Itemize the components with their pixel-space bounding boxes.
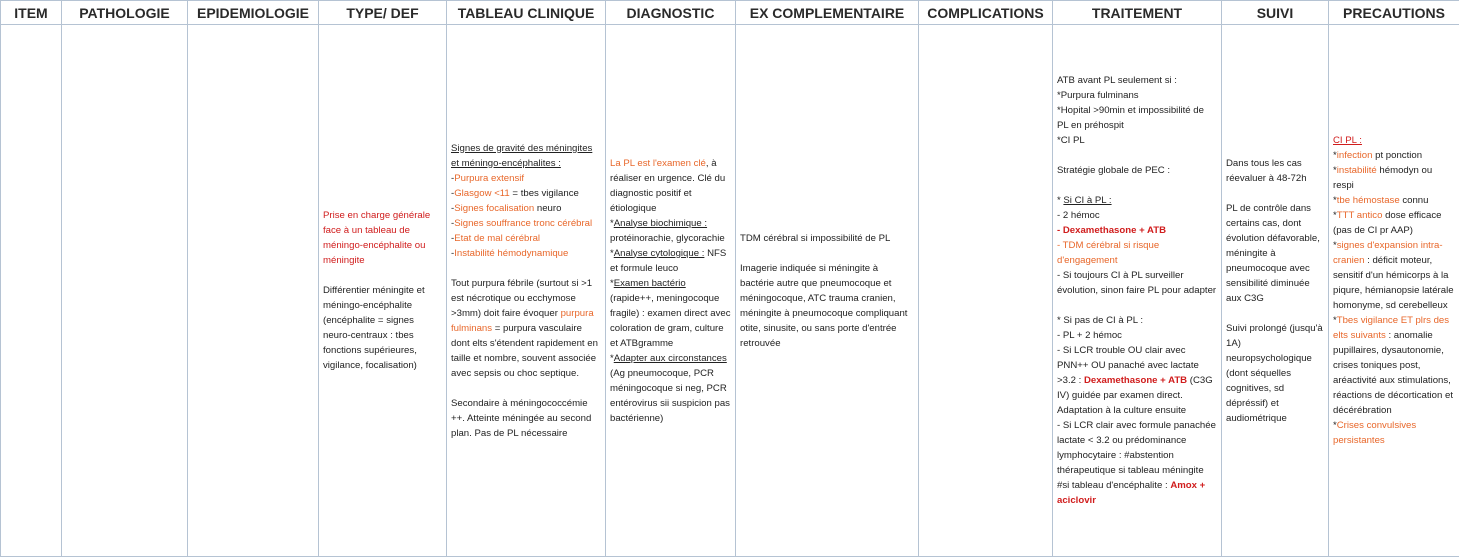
ci-dexa: - Dexamethasone + ATB: [1057, 223, 1217, 238]
suivi-pl-controle: PL de contrôle dans certains cas, dont évolution défavorable, méningite à pneumocoque avec sensibilité diminuée aux C3G: [1226, 201, 1324, 306]
cell-precautions: [1329, 25, 1459, 557]
atb-purpura: *Purpura fulminans: [1057, 88, 1217, 103]
prec-expansion: *signes d'expansion intra-cranien : déficit moteur, sensitif d'un hémicorps à la piqure, hémianopsie latérale homonyme, sd cerebelleux: [1333, 238, 1455, 313]
cell-type-def: [319, 25, 447, 557]
pl-paragraph: La PL est l'examen clé, à réaliser en urgence. Clé du diagnostic positif et étiologique: [610, 156, 731, 216]
type-def-text: Différentier méningite et méningo-encéphalite (encéphalite = signes neuro-centraux : tbes fonctions supérieures, vigilance, focalisation): [323, 283, 442, 373]
atb-ci-pl: *CI PL: [1057, 133, 1217, 148]
ci-pl-title: CI PL :: [1333, 133, 1455, 148]
prec-vigilance: *Tbes vigilance ET plrs des elts suivants : anomalie pupillaires, dysautonomie, crises toniques post, aréactivité aux stimulations, réactions de décortication et décérébration: [1333, 313, 1455, 418]
bact-text: (rapide++, meningocoque fragile) : examen direct avec coloration de gram, culture et ATBgramme: [610, 291, 731, 351]
imagerie-text: Imagerie indiquée si méningite à bactérie autre que pneumocoque et méningocoque, ATC trauma cranien, méningite à pneumocoque compliquant otite, sinusite, ou sans porte d'entrée retrouvée: [740, 261, 914, 351]
cell-tableau-clinique: [447, 25, 606, 557]
ci-title: * Si CI à PL :: [1057, 193, 1217, 208]
prec-antico: *TTT antico dose efficace (pas de CI pr AAP): [1333, 208, 1455, 238]
cell-diagnostic: [606, 25, 736, 557]
cell-item: [1, 25, 62, 557]
suivi-prolonge: Suivi prolongé (jusqu'à 1A) neuropsychologique (dont séquelles cognitives, sd dépréssif) et audiométrique: [1226, 321, 1324, 426]
cyto-line: *Analyse cytologique : NFS et formule leuco: [610, 246, 731, 276]
adapt-text: (Ag pneumocoque, PCR méningocoque si neg, PCR entérovirus sii suspicion pas bactérienne): [610, 366, 731, 426]
content-row: [1, 25, 1459, 557]
prec-instabilite: *instabilité hémodyn ou respi: [1333, 163, 1455, 193]
tdm-text: TDM cérébral si impossibilité de PL: [740, 231, 914, 246]
ci-hemoc: - 2 hémoc: [1057, 208, 1217, 223]
type-def-title: Prise en charge générale face à un tableau de méningo-encéphalite ou méningite: [323, 208, 442, 268]
header-diagnostic: DIAGNOSTIC: [606, 1, 736, 25]
atb-title: ATB avant PL seulement si :: [1057, 73, 1217, 88]
ci-tdm: - TDM cérébral si risque d'engagement: [1057, 238, 1217, 268]
sign-etat-mal: -Etat de mal cérébral: [451, 231, 601, 246]
header-epidemiologie: EPIDEMIOLOGIE: [188, 1, 319, 25]
header-item: ITEM: [1, 1, 62, 25]
adapt-line: *Adapter aux circonstances: [610, 351, 731, 366]
nci-lcr-trouble: - Si LCR trouble OU clair avec PNN++ OU panaché avec lactate >3.2 : Dexamethasone + ATB (C3G IV) guidée par examen direct. Adaptation à la culture ensuite: [1057, 343, 1217, 418]
sign-instabilite: -Instabilité hémodynamique: [451, 246, 601, 261]
header-traitement: TRAITEMENT: [1053, 1, 1222, 25]
bact-line: *Examen bactério: [610, 276, 731, 291]
gravity-title: Signes de gravité des méningites et méningo-encéphalites :: [451, 141, 601, 171]
prec-infection: *infection pt ponction: [1333, 148, 1455, 163]
header-pathologie: PATHOLOGIE: [62, 1, 188, 25]
cell-complications: [919, 25, 1053, 557]
suivi-reevaluer: Dans tous les cas réevaluer à 48-72h: [1226, 156, 1324, 186]
sign-purpura: -Purpura extensif: [451, 171, 601, 186]
cell-ex-complementaire: [736, 25, 919, 557]
purpura-paragraph: Tout purpura fébrile (surtout si >1 est nécrotique ou ecchymose >3mm) doit faire évoquer purpura fulminans = purpura vasculaire dont elts s'étendent rapidement en taille et nombre, souvent associée avec sepsis ou choc septique.: [451, 276, 601, 381]
strategy-title: Stratégie globale de PEC :: [1057, 163, 1217, 178]
bio-line: *Analyse biochimique :: [610, 216, 731, 231]
cell-epidemiologie: [188, 25, 319, 557]
sign-focalisation: -Signes focalisation neuro: [451, 201, 601, 216]
secondary-paragraph: Secondaire à méningococcémie ++. Atteinte méningée au second plan. Pas de PL nécessaire: [451, 396, 601, 441]
nci-lcr-clair: - Si LCR clair avec formule panachée lactate < 3.2 ou prédominance lymphocytaire : #abstention thérapeutique si tableau méningite #si tableau d'encéphalite : Amox + aciclovir: [1057, 418, 1217, 508]
nci-title: * Si pas de CI à PL :: [1057, 313, 1217, 328]
header-complications: COMPLICATIONS: [919, 1, 1053, 25]
prec-hemostase: *tbe hémostase connu: [1333, 193, 1455, 208]
cell-traitement: [1053, 25, 1222, 557]
sign-glasgow: -Glasgow <11 = tbes vigilance: [451, 186, 601, 201]
header-suivi: SUIVI: [1222, 1, 1329, 25]
bio-text: protéinorachie, glycorachie: [610, 231, 731, 246]
header-tableau-clinique: TABLEAU CLINIQUE: [447, 1, 606, 25]
atb-hopital: *Hopital >90min et impossibilité de PL en préhospit: [1057, 103, 1217, 133]
nci-pl: - PL + 2 hémoc: [1057, 328, 1217, 343]
cell-pathologie: [62, 25, 188, 557]
ci-surveiller: - Si toujours CI à PL surveiller évolution, sinon faire PL pour adapter: [1057, 268, 1217, 298]
header-precautions: PRECAUTIONS: [1329, 1, 1459, 25]
sign-tronc: -Signes souffrance tronc cérébral: [451, 216, 601, 231]
header-ex-complementaire: EX COMPLEMENTAIRE: [736, 1, 919, 25]
header-row: [1, 1, 1459, 25]
header-type-def: TYPE/ DEF: [319, 1, 447, 25]
prec-crises: *Crises convulsives persistantes: [1333, 418, 1455, 448]
cell-suivi: [1222, 25, 1329, 557]
